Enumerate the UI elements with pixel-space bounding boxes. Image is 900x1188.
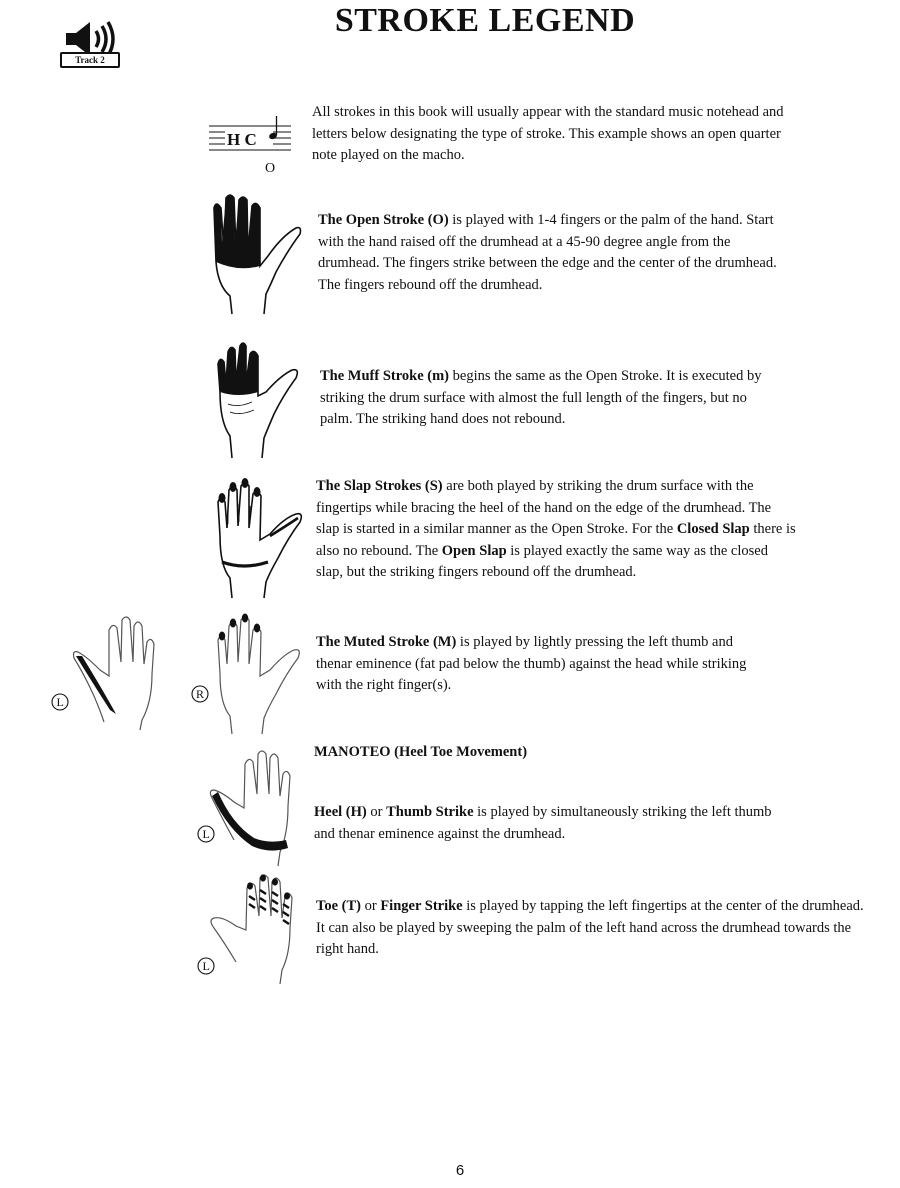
muff-stroke-hand-illustration (208, 338, 304, 462)
stroke-letter: O (265, 161, 276, 176)
toe-strike-desc: is played by tapping the left fingertips at the center of the drumhead. It can also be played by sweeping the palm of the left hand across the drumhead towards the right hand. (316, 898, 864, 957)
muff-stroke-text (320, 366, 780, 431)
heel-label: L (202, 827, 210, 841)
slap-stroke-desc-1: are both played by striking the drum surface with the fingertips while bracing the heel of the hand on the edge of the drumhead. The slap is started in a similar manner as the Open Stroke. For the (316, 478, 772, 537)
muff-stroke-desc: begins the same as the Open Stroke. It is executed by striking the drum surface with almost the full length of the fingers, but no palm. The striking hand does not rebound. (320, 368, 762, 427)
open-stroke-term: The Open Stroke (O) (318, 212, 449, 228)
finger-strike-term: Finger Strike (380, 898, 463, 914)
heel-strike-text (314, 802, 790, 845)
heel-or: or (366, 804, 387, 820)
muted-stroke-term: The Muted Stroke (M) (316, 634, 457, 650)
toe-or: or (360, 898, 381, 914)
toe-strike-hand-illustration (194, 874, 306, 986)
page-number: 6 (455, 1162, 465, 1179)
slap-stroke-term: The Slap Strokes (S) (316, 478, 443, 494)
heel-strike-desc: is played by simultaneously striking the left thumb and thenar eminence against the drumhead. (314, 804, 772, 842)
slap-stroke-desc-2: there is also no rebound. The (316, 521, 796, 559)
notation-letters: H C (227, 130, 257, 149)
muted-stroke-text (316, 632, 764, 697)
muted-stroke-right-hand-illustration (188, 612, 308, 736)
muted-left-label: L (56, 695, 64, 709)
closed-slap-term: Closed Slap (676, 521, 750, 537)
track-badge[interactable]: Track 2 (60, 52, 120, 68)
muted-stroke-desc: is played by lightly pressing the left thumb and thenar eminence (fat pad below the thumb) against the head while striking with the right finger(s). (316, 634, 747, 693)
slap-stroke-hand-illustration (208, 478, 308, 602)
slap-stroke-desc-3: is played exactly the same way as the closed slap, but the striking fingers rebound off the drumhead. (316, 542, 768, 580)
slap-stroke-text (316, 476, 796, 584)
heel-term: Heel (H) (314, 804, 367, 820)
thumb-strike-term: Thumb Strike (386, 804, 474, 820)
notation-staff (205, 112, 295, 174)
muted-right-label: R (196, 687, 205, 701)
muff-stroke-term: The Muff Stroke (m) (320, 368, 450, 384)
muted-stroke-left-hand-illustration (48, 612, 164, 734)
open-slap-term: Open Slap (441, 542, 507, 559)
open-stroke-hand-illustration (208, 192, 304, 318)
toe-strike-text (316, 896, 872, 961)
manoteo-heading: MANOTEO (Heel Toe Movement) (314, 744, 528, 760)
open-stroke-desc: is played with 1-4 fingers or the palm of the hand. Start with the hand raised off the drumhead at a 45-90 degree angle from the drumhead. The fingers strike between the edge and the center of the drumhead. The fingers rebound off the drumhead. (318, 212, 777, 293)
toe-label: L (202, 959, 210, 973)
toe-term: Toe (T) (316, 898, 361, 914)
page-title: STROKE LEGEND (334, 2, 636, 39)
heel-strike-hand-illustration (194, 748, 304, 868)
notation-text: All strokes in this book will usually appear with the standard music notehead and letters below designating the type of stroke. This example shows an open quarter note played on the macho. (312, 104, 784, 163)
open-stroke-text (318, 210, 786, 296)
